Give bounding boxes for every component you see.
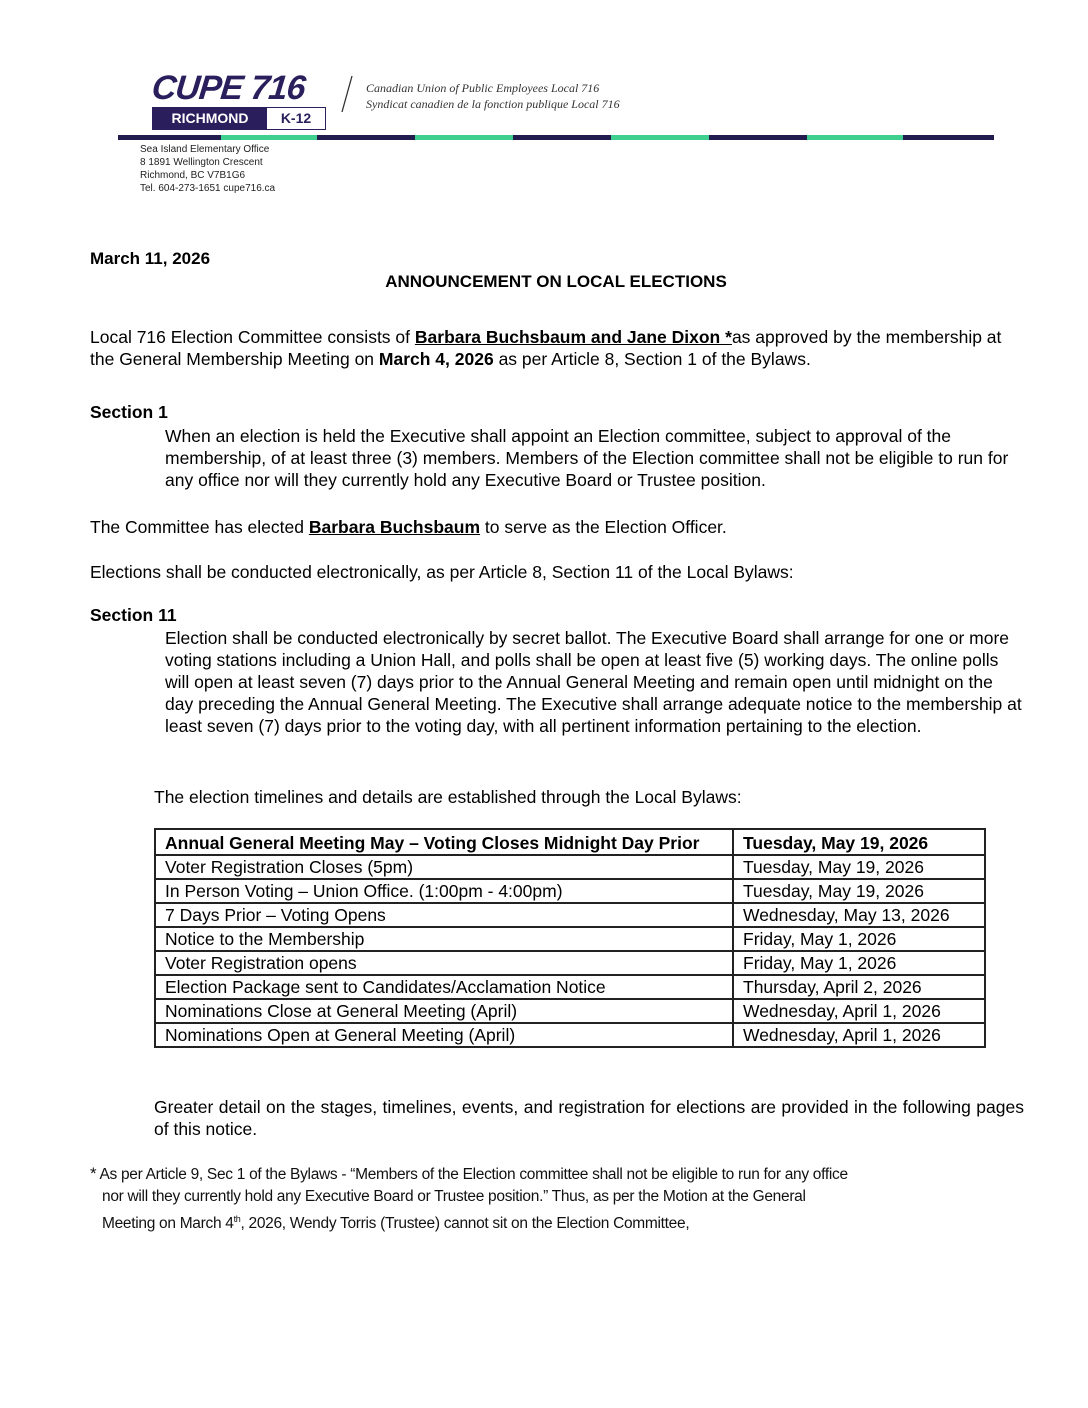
event-cell: Nominations Open at General Meeting (April)	[155, 1023, 733, 1047]
document-date: March 11, 2026	[90, 249, 211, 268]
table-row	[155, 879, 985, 903]
closing-paragraph: Greater detail on the stages, timelines, events, and registration for elections are provided in the following pages of this notice.	[154, 1097, 1024, 1139]
officer-text: The Committee has elected	[90, 517, 309, 537]
election-officer-paragraph	[90, 516, 727, 538]
section-1-text: When an election is held the Executive shall appoint an Election committee, subject to approval of the membership, of at least three (3) members. Members of the Election committee shall not be eligible to run for any office nor will they currently hold any Executive Board or Trustee position.	[165, 426, 1009, 490]
intro-text: Local 716 Election Committee consists of	[90, 327, 415, 347]
section-11-text: Election shall be conducted electronically by secret ballot. The Executive Board shall arrange for one or more voting stations including a Union Hall, and polls shall be open at least five (5) working days. The online polls will open at least seven (7) days prior to the Annual General Meeting and remain open until midnight on the day preceding the Annual General Meeting. The Executive shall arrange adequate notice to the membership at least seven (7) days prior to the voting day, with all pertinent information pertaining to the election.	[165, 628, 1022, 736]
table-row	[155, 951, 985, 975]
date-cell: Wednesday, April 1, 2026	[733, 999, 985, 1023]
footnote-line-1	[90, 1163, 1040, 1186]
date-cell: Tuesday, May 19, 2026	[733, 855, 985, 879]
table-row	[155, 975, 985, 999]
header-date: Tuesday, May 19, 2026	[733, 829, 985, 855]
footnote-text: , 2026, Wendy Torris (Trustee) cannot sit on the Election Committee,	[240, 1215, 690, 1233]
section-11-label: Section 11	[90, 605, 177, 625]
timeline-intro: The election timelines and details are established through the Local Bylaws:	[154, 787, 742, 807]
ordinal-suffix: th	[233, 1214, 241, 1224]
table-header-row	[155, 829, 985, 855]
event-cell: Voter Registration opens	[155, 951, 733, 975]
logo-location: RICHMOND	[153, 108, 267, 129]
date-cell: Friday, May 1, 2026	[733, 927, 985, 951]
cupe-logo-wordmark: CUPE 716	[150, 69, 307, 107]
intro-text: as per Article 8, Section 1 of the Bylaws.	[493, 349, 811, 369]
event-cell: Nominations Close at General Meeting (April)	[155, 999, 733, 1023]
table-row	[155, 903, 985, 927]
union-names	[366, 80, 620, 112]
letterhead-stripe	[118, 135, 994, 140]
date-cell: Thursday, April 2, 2026	[733, 975, 985, 999]
contact-line: Tel. 604-273-1651 cupe716.ca	[140, 183, 276, 194]
event-cell: In Person Voting – Union Office. (1:00pm - 4:00pm)	[155, 879, 733, 903]
cupe-logo-banner	[152, 107, 326, 130]
footnote-asterisk: *	[90, 1164, 97, 1183]
committee-members: Barbara Buchsbaum and Jane Dixon *	[414, 327, 732, 347]
logo-grade: K-12	[280, 110, 312, 126]
union-name-en: Canadian Union of Public Employees Local 716	[366, 81, 600, 95]
election-timeline-table	[154, 828, 986, 1048]
footnote-line-3	[90, 1208, 1040, 1235]
event-cell: Election Package sent to Candidates/Acclamation Notice	[155, 975, 733, 999]
event-cell: Voter Registration Closes (5pm)	[155, 855, 733, 879]
divider-slash-icon	[340, 74, 354, 114]
election-officer-name: Barbara Buchsbaum	[308, 517, 481, 537]
address-line-1: 8 1891 Wellington Crescent	[140, 157, 263, 168]
footnote-line-2: nor will they currently hold any Executive Board or Trustee position.” Thus, as per the Motion at the General	[102, 1188, 806, 1205]
event-cell: Notice to the Membership	[155, 927, 733, 951]
office-address	[140, 143, 275, 195]
footnote	[90, 1163, 1040, 1235]
document-title: ANNOUNCEMENT ON LOCAL ELECTIONS	[385, 272, 727, 291]
intro-paragraph	[90, 326, 1010, 370]
intro-text: as approved by the membership at the General Membership Meeting on	[90, 327, 1002, 369]
electronic-elections-note: Elections shall be conducted electronically, as per Article 8, Section 11 of the Local Bylaws:	[90, 562, 794, 582]
header-event: Annual General Meeting May – Voting Closes Midnight Day Prior	[155, 829, 733, 855]
footnote-text: Meeting on March 4	[102, 1215, 234, 1233]
union-name-fr: Syndicat canadien de la fonction publique Local 716	[366, 97, 620, 111]
meeting-date: March 4, 2026	[378, 349, 494, 369]
office-name: Sea Island Elementary Office	[140, 144, 270, 155]
table-row	[155, 855, 985, 879]
date-cell: Wednesday, April 1, 2026	[733, 1023, 985, 1047]
date-cell: Wednesday, May 13, 2026	[733, 903, 985, 927]
footnote-text: As per Article 9, Sec 1 of the Bylaws - “Members of the Election committee shall not be eligible to run for any office	[96, 1166, 848, 1183]
table-row	[155, 1023, 985, 1047]
officer-text: to serve as the Election Officer.	[480, 517, 727, 537]
date-cell: Tuesday, May 19, 2026	[733, 879, 985, 903]
table-row	[155, 999, 985, 1023]
address-line-2: Richmond, BC V7B1G6	[140, 170, 246, 181]
table-row	[155, 927, 985, 951]
section-1-label: Section 1	[90, 402, 168, 422]
event-cell: 7 Days Prior – Voting Opens	[155, 903, 733, 927]
date-cell: Friday, May 1, 2026	[733, 951, 985, 975]
